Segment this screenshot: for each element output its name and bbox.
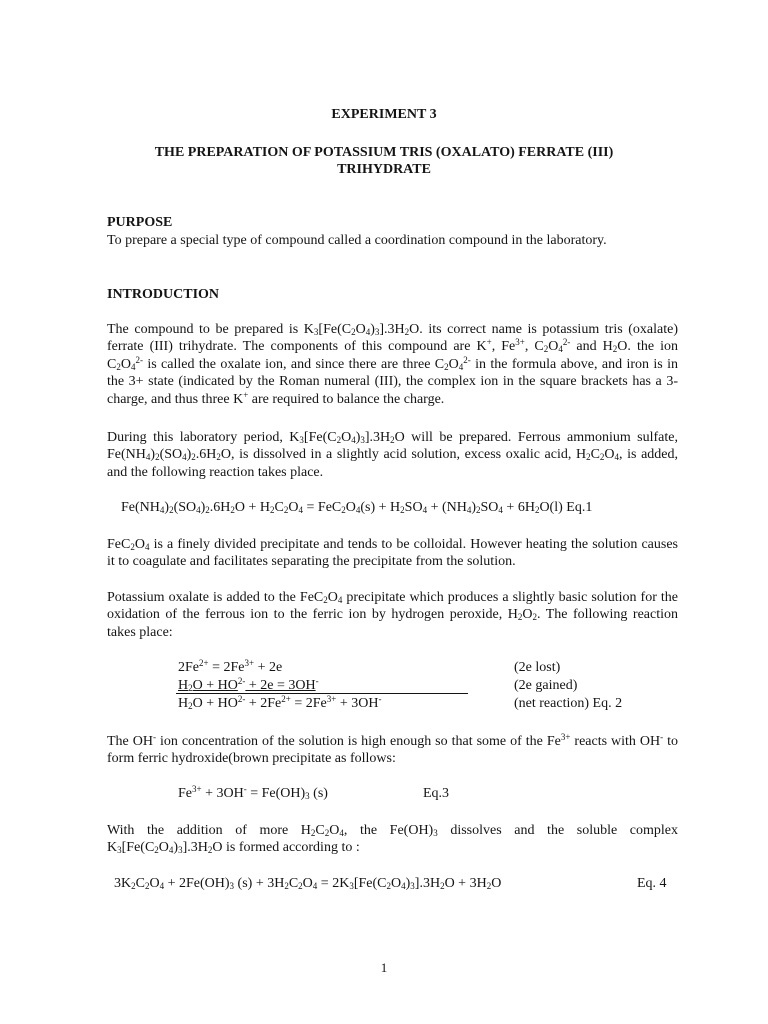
purpose-heading: PURPOSE	[107, 215, 173, 230]
introduction-heading: INTRODUCTION	[107, 287, 220, 302]
equation-2-line-3: $H_2O + HO^{2-} + 2Fe^{2+} = 2Fe^{3+} + 3OH^-$	[178, 694, 382, 711]
equation-2-line-2-note: (2e gained)	[514, 678, 578, 693]
title-line-2: TRIHYDRATE	[337, 162, 431, 177]
equation-divider-line	[176, 693, 468, 694]
equation-4: $3K_2C_2O_4 + 2Fe(OH)_3$ $(s) + 3H_2C_2O_4 = 2K_3[Fe(C_2O_4)_3].3H_2O + 3H_2O$	[114, 876, 502, 891]
equation-2-line-1-note: (2e lost)	[514, 660, 561, 675]
equation-2-line-2: $H_2O + HO^{2-} + 2e = 3OH^-$	[178, 676, 319, 693]
page-number: 1	[380, 960, 388, 975]
equation-3: $Fe^{3+} + 3OH^- = Fe(OH)_3$ (s)	[178, 784, 328, 801]
equation-1: $Fe(NH_4)_2(SO_4)_2.6H_2O + H_2C_2O_4 = FeC_2O_4(s) + H_2SO_4 + (NH_4)_2SO_4 + 6H_2O(l)$ Eq.1	[121, 500, 593, 515]
intro-paragraph-6: With the addition of more $H_2C_2O_4$, the $Fe(OH)_3$ dissolves and the soluble complex $K_3[Fe(C_2O_4)_3].3H_2O$ is formed according to :	[107, 823, 678, 856]
intro-paragraph-4: Potassium oxalate is added to the $FeC_2O_4$ precipitate which produces a slightly basic solution for the oxidation of the ferrous ion to the ferric ion by hydrogen peroxide, $H_2O_2$. The following reaction takes place:	[107, 590, 679, 640]
title-line-1: THE PREPARATION OF POTASSIUM TRIS (OXALATO) FERRATE (III)	[154, 145, 614, 160]
intro-paragraph-2: During this laboratory period, $K_3[Fe(C_2O_4)_3].3H_2O$ will be prepared. Ferrous ammonium sulfate, $Fe(NH_4)_2(SO_4)_2.6H_2O$, is dissolved in a slightly acid solution, excess oxalic acid, $H_2C_2O_4$, is added, and the following reaction takes place.	[107, 430, 678, 480]
purpose-text: To prepare a special type of compound called a coordination compound in the laboratory.	[107, 233, 607, 248]
experiment-label: EXPERIMENT 3	[331, 107, 437, 122]
intro-paragraph-1: The compound to be prepared is $K_3[Fe(C_2O_4)_3].3H_2O$. its correct name is potassium tris (oxalate) ferrate (III) trihydrate. The components of this compound are K+, $Fe^{3+}$, $C_2O_4^{2-}$ and $H_2O$. the ion $C_2O_4^{2-}$ is called the oxalate ion, and since there are three $C_2O_4^{2-}$ in the formula above, and iron is in the 3+ state (indicated by the Roman numeral (III), the complex ion in the square brackets has a 3- charge, and thus three K+ are required to balance the charge.	[107, 322, 679, 407]
equation-2-line-1: $2Fe^{2+} = 2Fe^{3+} + 2e$	[178, 658, 283, 675]
equation-2-line-3-note: (net reaction) Eq. 2	[514, 696, 623, 711]
equation-3-label: Eq.3	[423, 786, 450, 801]
intro-paragraph-5: The OH- ion concentration of the solution is high enough so that some of the $Fe^{3+}$ reacts with OH- to form ferric hydroxide(brown precipitate as follows:	[107, 732, 678, 767]
intro-paragraph-3: $FeC_2O_4$ is a finely divided precipitate and tends to be colloidal. However heating the solution causes it to coagulate and facilitates separating the precipitate from the solution.	[107, 537, 678, 570]
equation-4-label: Eq. 4	[637, 876, 667, 891]
